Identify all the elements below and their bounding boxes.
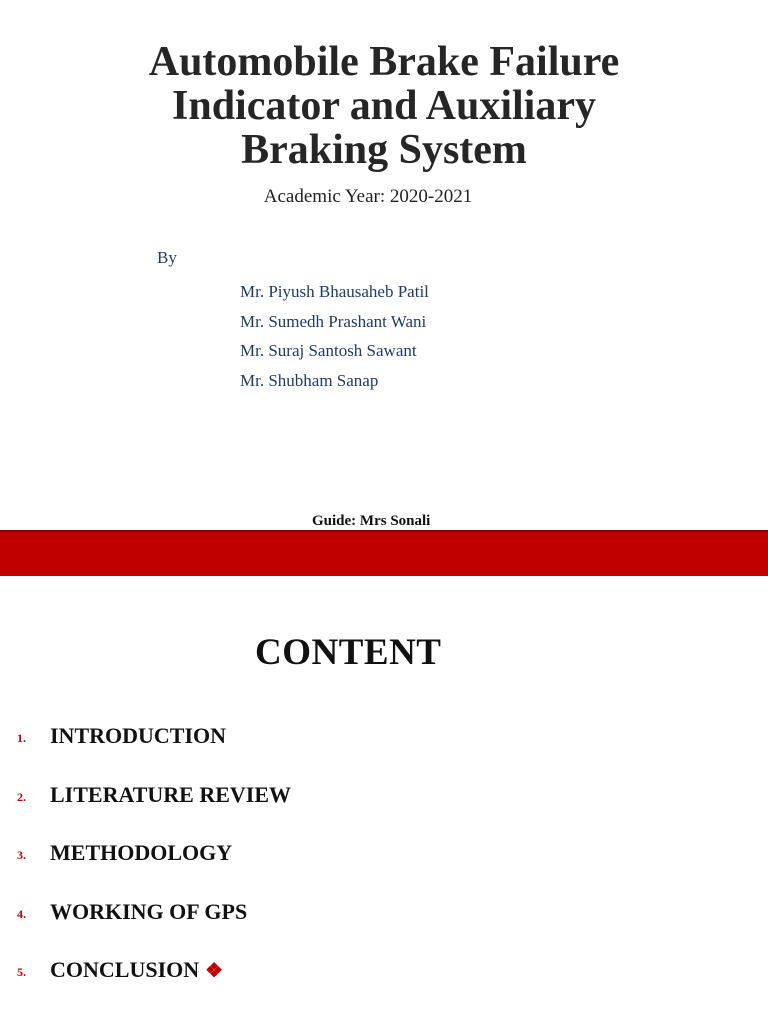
- guide-name: Guide: Mrs Sonali: [312, 513, 431, 529]
- diamond-bullet-icon: ❖: [205, 960, 224, 982]
- author-name: Mr. Piyush Bhausaheb Patil: [240, 282, 429, 301]
- content-heading: CONTENT: [255, 632, 442, 673]
- title-line: Indicator and Auxiliary: [172, 83, 596, 129]
- author-name: Mr. Sumedh Prashant Wani: [240, 311, 427, 331]
- content-slide: [0, 576, 768, 1024]
- title-line: Braking System: [241, 127, 527, 173]
- academic-year: Academic Year: 2020-2021: [263, 186, 473, 207]
- toc-number: 4.: [17, 906, 26, 921]
- toc-label: METHODOLOGY: [50, 840, 233, 865]
- toc-number: 3.: [17, 848, 26, 862]
- author-name: Mr. Shubham Sanap: [240, 370, 379, 390]
- author-list: [240, 277, 429, 395]
- author-name: Mr. Suraj Santosh Sawant: [240, 341, 417, 360]
- toc-number: 2.: [17, 789, 26, 804]
- slide-title: [0, 40, 768, 172]
- slide-divider-band: [0, 530, 768, 576]
- toc-label: WORKING OF GPS: [50, 898, 248, 924]
- by-label: By: [157, 248, 177, 267]
- toc-label: LITERATURE REVIEW: [50, 781, 292, 807]
- toc-label: CONCLUSION: [50, 957, 200, 982]
- toc-label-wrap: [50, 957, 223, 983]
- toc-label: INTRODUCTION: [50, 723, 227, 748]
- title-line: Automobile Brake Failure: [148, 39, 620, 85]
- toc-number: 5.: [17, 965, 26, 979]
- toc-number: 1.: [17, 731, 26, 745]
